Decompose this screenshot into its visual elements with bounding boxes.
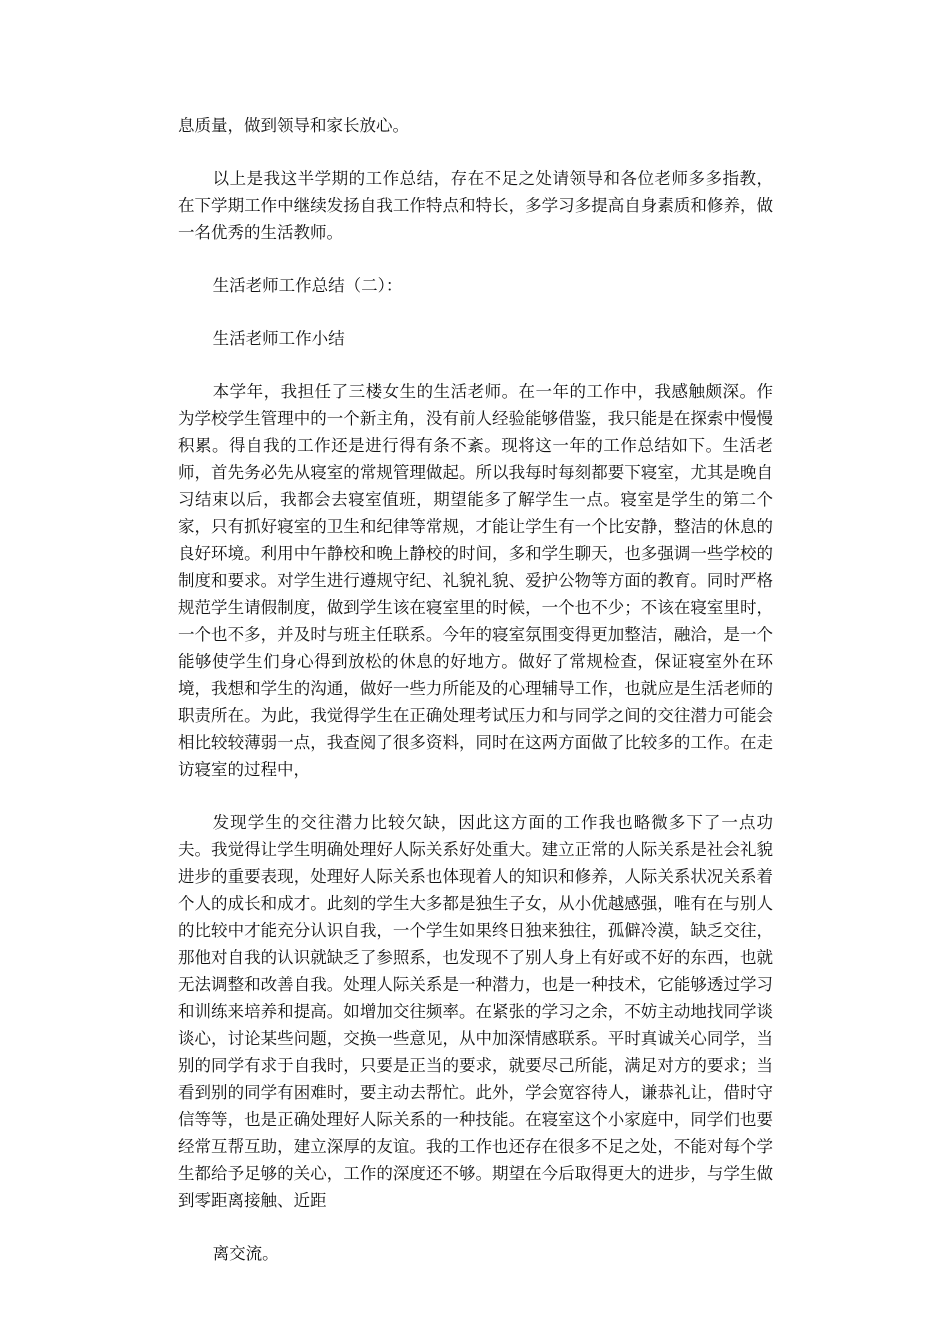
document-body [178, 112, 773, 1293]
paragraph-closing-remarks: 以上是我这半学期的工作总结，存在不足之处请领导和各位老师多多指教，在下学期工作中继续发扬自我工作特点和特长，多学习多提高自身素质和修养，做一名优秀的生活教师。 [178, 169, 773, 242]
section-subheading: 生活老师工作小结 [212, 329, 345, 348]
paragraph-continuation: 息质量，做到领导和家长放心。 [178, 116, 409, 135]
paragraph-body-1: 本学年，我担任了三楼女生的生活老师。在一年的工作中，我感触颇深。作为学校学生管理中的一个新主角，没有前人经验能够借鉴，我只能是在探索中慢慢积累。得自我的工作还是进行得有条不紊。现将这一年的工作总结如下。生活老师，首先务必先从寝室的常规管理做起。所以我每时每刻都要下寝室，尤其是晚自习结束以后，我都会去寝室值班，期望能多了解学生一点。寝室是学生的第二个家，只有抓好寝室的卫生和纪律等常规，才能让学生有一个比安静，整洁的休息的良好环境。利用中午静校和晚上静校的时间，多和学生聊天，也多强调一些学校的制度和要求。对学生进行遵规守纪、礼貌礼貌、爱护公物等方面的教育。同时严格规范学生请假制度，做到学生该在寝室里的时候，一个也不少；不该在寝室里时，一个也不多，并及时与班主任联系。今年的寝室氛围变得更加整洁，融洽，是一个能够使学生们身心得到放松的休息的好地方。做好了常规检查，保证寝室外在环境，我想和学生的沟通，做好一些力所能及的心理辅导工作，也就应是生活老师的职责所在。为此，我觉得学生在正确处理考试压力和与同学之间的交往潜力可能会相比较较薄弱一点，我查阅了很多资料，同时在这两方面做了比较多的工作。在走访寝室的过程中， [178, 382, 773, 779]
paragraph-body-2: 发现学生的交往潜力比较欠缺，因此这方面的工作我也略微多下了一点功夫。我觉得让学生明确处理好人际关系好处重大。建立正常的人际关系是社会礼貌进步的重要表现，处理好人际关系也体现着人的知识和修养，人际关系状况关系着个人的成长和成才。此刻的学生大多都是独生子女，从小优越感强，唯有在与别人的比较中才能充分认识自我，一个学生如果终日独来独往，孤僻冷漠，缺乏交往，那他对自我的认识就缺乏了参照系，也发现不了别人身上有好或不好的东西，也就无法调整和改善自我。处理人际关系是一种潜力，也是一种技术，它能够透过学习和训练来培养和提高。如增加交往频率。在紧张的学习之余，不妨主动地找同学谈谈心，讨论某些问题，交换一些意见，从中加深情感联系。平时真诚关心同学，当别的同学有求于自我时，只要是正当的要求，就要尽己所能，满足对方的要求；当看到别的同学有困难时，要主动去帮忙。此外，学会宽容待人，谦恭礼让，借时守信等等，也是正确处理好人际关系的一种技能。在寝室这个小家庭中，同学们也要经常互帮互助，建立深厚的友谊。我的工作也还存在很多不足之处，不能对每个学生都给予足够的关心，工作的深度还不够。期望在今后取得更大的进步，与学生做到零距离接触、近距 [178, 813, 773, 1210]
section-heading: 生活老师工作总结（二）： [212, 276, 403, 295]
paragraph-ending: 离交流。 [212, 1244, 279, 1263]
